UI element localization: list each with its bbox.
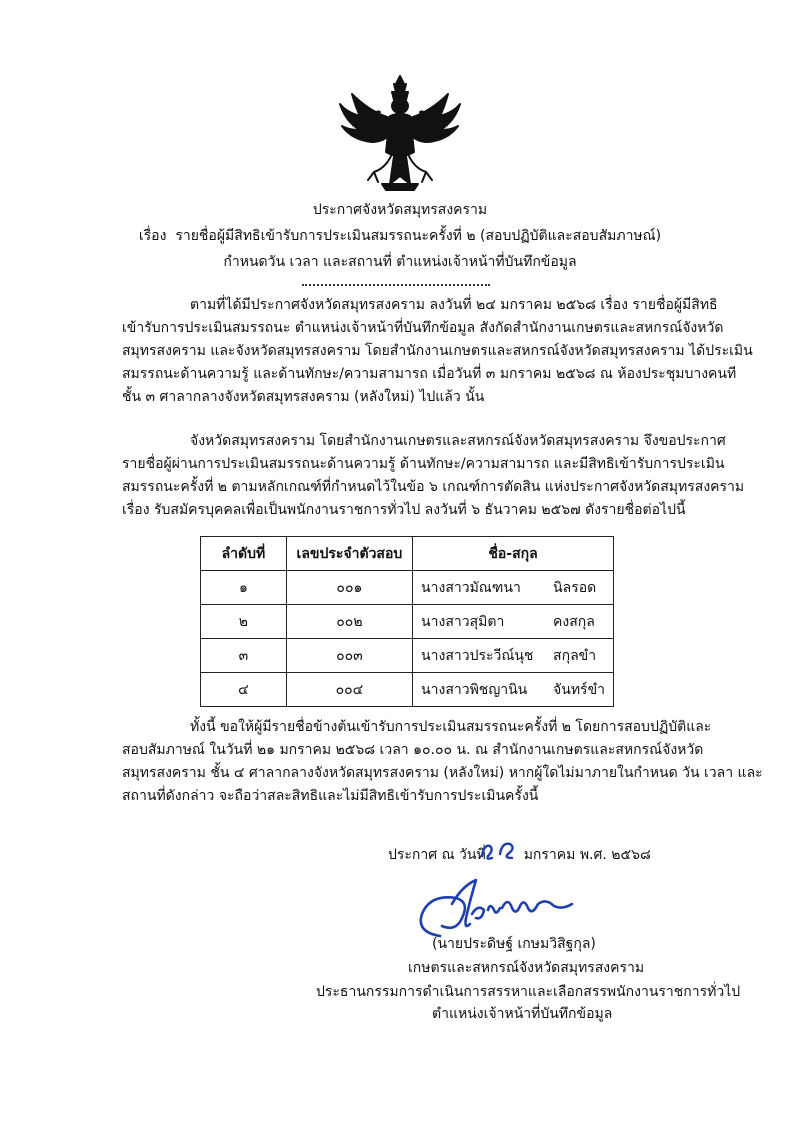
column-header-exam-id: เลขประจำตัวสอบ [286,537,412,571]
last-name: คงสกุล [553,613,595,630]
paragraph-announcement [122,430,745,522]
paragraph-line: สมรรถนะครั้งที่ ๒ ตามหลักเกณฑ์ที่กำหนดไว้ในข้อ ๖ เกณฑ์การตัดสิน แห่งประกาศจังหวัดสมุทรสงคราม [122,479,745,495]
date-prefix: ประกาศ ณ วันที่ [388,847,486,863]
table-row [201,605,614,639]
garuda-emblem-icon [334,72,466,194]
table-row [201,571,614,605]
paragraph-line: สมุทรสงคราม ชั้น ๔ ศาลากลางจังหวัดสมุทรสงคราม (หลังใหม่) หากผู้ใดไม่มาภายในกำหนด วัน เวลา และ [122,765,763,781]
announcement-subject [0,226,800,246]
paragraph-line: สอบสัมภาษณ์ ในวันที่ ๒๑ มกราคม ๒๕๖๘ เวลา ๑๐.๐๐ น. ณ สำนักงานเกษตรและสหกรณ์จังหวัด [122,742,704,758]
cell-name [413,571,614,605]
first-name: นางสาวมัณฑนา [421,579,521,596]
cell-name [413,673,614,707]
cell-seq: ๓ [201,639,287,673]
last-name: จันทร์ขำ [553,681,605,698]
signer-committee-role: ประธานกรรมการดำเนินการสรรหาและเลือกสรรพนักงานราชการทั่วไป [316,984,741,1000]
dotted-divider [302,284,490,286]
date-suffix: มกราคม พ.ศ. ๒๕๖๘ [523,847,651,863]
last-name: สกุลขำ [553,647,597,664]
cell-exam-id: ๐๐๔ [286,673,412,707]
signer-job-title: ตำแหน่งเจ้าหน้าที่บันทึกข้อมูล [432,1006,613,1022]
signer-name: (นายประดิษฐ์ เกษมวิสิฐกุล) [432,936,596,952]
table-row [201,639,614,673]
announcement-subject-line2: กำหนดวัน เวลา และสถานที่ ตำแหน่งเจ้าหน้าที่บันทึกข้อมูล [223,254,577,270]
paragraph-line: สถานที่ดังกล่าว จะถือว่าสละสิทธิและไม่มีสิทธิเข้ารับการประเมินครั้งนี้ [122,788,539,804]
table-header-row [201,537,614,571]
paragraph-line: รายชื่อผู้ผ่านการประเมินสมรรถนะด้านความรู้ ด้านทักษะ/ความสามารถ และมีสิทธิเข้ารับการประเมิน [122,456,725,472]
cell-name [413,605,614,639]
column-header-seq: ลำดับที่ [201,537,287,571]
handwritten-day-icon [478,836,522,862]
last-name: นิลรอด [553,579,597,596]
paragraph-line: เรื่อง รับสมัครบุคคลเพื่อเป็นพนักงานราชการทั่วไป ลงวันที่ ๖ ธันวาคม ๒๕๖๗ ดังรายชื่อต่อไปนี้ [122,502,686,518]
paragraph-line: จังหวัดสมุทรสงคราม โดยสำนักงานเกษตรและสหกรณ์จังหวัดสมุทรสงคราม จึงขอประกาศ [190,433,726,449]
paragraph-line: ทั้งนี้ ขอให้ผู้มีรายชื่อข้างต้นเข้ารับการประเมินสมรรถนะครั้งที่ ๒ โดยการสอบปฏิบัติและ [190,719,712,735]
subject-label: เรื่อง [138,228,167,244]
column-header-name: ชื่อ-สกุล [413,537,614,571]
paragraph-line: เข้ารับการประเมินสมรรถนะ ตำแหน่งเจ้าหน้าที่บันทึกข้อมูล สังกัดสำนักงานเกษตรและสหกรณ์จังหวัด [122,320,724,336]
first-name: นางสาวพิชญานิน [421,681,528,698]
signer-position: เกษตรและสหกรณ์จังหวัดสมุทรสงคราม [408,960,645,976]
paragraph-instructions [122,716,763,808]
subject-text: รายชื่อผู้มีสิทธิเข้ารับการประเมินสมรรถนะครั้งที่ ๒ (สอบปฏิบัติและสอบสัมภาษณ์) [175,228,662,244]
paragraph-line: สมรรถนะด้านความรู้ และด้านทักษะ/ความสามารถ เมื่อวันที่ ๓ มกราคม ๒๕๖๘ ณ ห้องประชุมบางคนที [122,366,737,382]
cell-name [413,639,614,673]
announcement-issuer: ประกาศจังหวัดสมุทรสงคราม [312,202,488,218]
paragraph-line: สมุทรสงคราม และจังหวัดสมุทรสงคราม โดยสำนักงานเกษตรและสหกรณ์จังหวัดสมุทรสงคราม ได้ประเมิน [122,343,753,359]
cell-seq: ๑ [201,571,287,605]
candidate-table [200,536,614,707]
table-row [201,673,614,707]
cell-exam-id: ๐๐๑ [286,571,412,605]
cell-exam-id: ๐๐๓ [286,639,412,673]
first-name: นางสาวสุมิตา [421,613,505,630]
first-name: นางสาวประวีณ์นุช [421,647,534,664]
paragraph-line: ชั้น ๓ ศาลากลางจังหวัดสมุทรสงคราม (หลังใหม่) ไปแล้ว นั้น [122,389,485,405]
cell-seq: ๔ [201,673,287,707]
cell-exam-id: ๐๐๒ [286,605,412,639]
cell-seq: ๒ [201,605,287,639]
paragraph-background [122,294,753,409]
paragraph-line: ตามที่ได้มีประกาศจังหวัดสมุทรสงคราม ลงวันที่ ๒๔ มกราคม ๒๕๖๘ เรื่อง รายชื่อผู้มีสิทธิ [190,297,718,313]
